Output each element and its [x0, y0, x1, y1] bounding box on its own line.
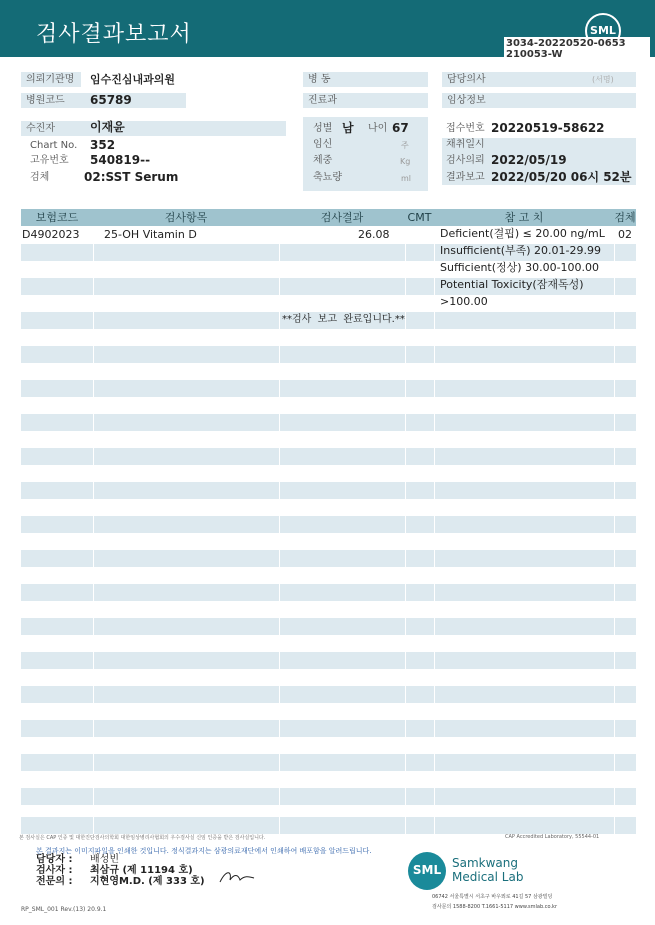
- report-title: 검사결과보고서: [36, 22, 192, 47]
- receipt-label: 접수번호: [446, 123, 485, 134]
- hospital-code-value: 65789: [90, 93, 132, 107]
- specimen-value: 02:SST Serum: [84, 170, 179, 184]
- sex-label: 성별: [313, 123, 333, 134]
- table-stripe: [21, 686, 636, 703]
- table-stripe: [21, 720, 636, 737]
- institution-label: 의뢰기관명: [21, 72, 81, 87]
- header-code: 보험코드: [35, 211, 79, 224]
- age-value: 67: [392, 121, 409, 135]
- collection-label: 채취일시: [446, 139, 485, 150]
- report-label: 결과보고: [446, 172, 485, 183]
- table-stripe: [21, 788, 636, 805]
- signature-mark: [218, 868, 258, 886]
- table-stripe: [21, 448, 636, 465]
- request-value: 2022/05/19: [491, 153, 567, 167]
- report-value: 2022/05/20 06시 52분: [491, 170, 632, 184]
- lab-contact: 검사문의 1588-8200 T.1661-5117 www.smlab.co.kr: [432, 904, 557, 910]
- examiner-value: 최삼규 (제 11194 호): [90, 865, 193, 876]
- weight-unit: Kg: [400, 157, 411, 166]
- completion-message: **검사 보고 완료입니다.**: [282, 314, 405, 325]
- table-stripe: [21, 380, 636, 397]
- accreditation-note: 본 검사실은 CAP 인증 및 대한진단검사의학회 대한임상병리사협회의 우수검사실 신임 인증을 받은 검사실입니다.: [19, 835, 266, 841]
- table-stripe: [21, 618, 636, 635]
- reference-line: Insufficient(부족) 20.01-29.99: [440, 244, 601, 257]
- urine-unit: ml: [401, 174, 412, 183]
- results-table-header: [21, 209, 636, 226]
- doctor-label: 담당의사: [442, 72, 636, 87]
- cap-note: CAP Accredited Laboratory, 55544-01: [505, 834, 600, 840]
- reporter-value: 배성빈: [90, 854, 119, 865]
- row-specimen: 02: [618, 228, 632, 241]
- ward-label: 병 동: [303, 72, 428, 87]
- table-stripe: [21, 414, 636, 431]
- pregnancy-label: 임신: [313, 139, 333, 150]
- column-divider: [434, 226, 435, 834]
- header-cmt: CMT: [407, 211, 432, 224]
- reference-line: >100.00: [440, 295, 488, 308]
- reference-line: Sufficient(정상) 30.00-100.00: [440, 261, 600, 274]
- table-stripe: [21, 584, 636, 601]
- column-divider: [279, 226, 280, 834]
- chart-label: Chart No.: [30, 140, 78, 151]
- weight-label: 체중: [313, 155, 333, 166]
- pregnancy-unit: 주: [401, 141, 409, 150]
- samkwang-logo: SML: [408, 852, 446, 890]
- row-code: D4902023: [22, 228, 80, 241]
- table-stripe: [21, 346, 636, 363]
- doctor-signature-placeholder: (서명): [592, 75, 614, 84]
- unique-label: 고유번호: [30, 155, 69, 166]
- table-stripe: [21, 516, 636, 533]
- table-stripe: [21, 550, 636, 567]
- chart-value: 352: [90, 138, 116, 152]
- receipt-value: 20220519-58622: [491, 121, 605, 135]
- patient-value: 이재윤: [90, 120, 125, 134]
- specimen-label: 검체: [30, 172, 50, 183]
- department-label: 진료과: [303, 93, 428, 108]
- row-result: 26.08: [358, 228, 390, 241]
- column-divider: [405, 226, 406, 834]
- table-stripe: [21, 754, 636, 771]
- header-item: 검사항목: [164, 211, 208, 224]
- document-id: 3034-20220520-0653 210053-W: [504, 37, 650, 60]
- patient-label: 수진자: [21, 121, 286, 136]
- reference-line: Potential Toxicity(잠재독성): [440, 278, 584, 291]
- age-label: 나이: [368, 123, 388, 134]
- form-version: RP_SML_001 Rev.(13) 20.9.1: [21, 906, 107, 913]
- column-divider: [93, 226, 94, 834]
- column-divider: [614, 226, 615, 834]
- institution-value: 임수진심내과의원: [90, 73, 176, 86]
- urine-label: 축뇨량: [313, 172, 342, 183]
- sex-value: 남: [342, 121, 354, 135]
- header-result: 검사결과: [320, 211, 364, 224]
- lab-name: Samkwang Medical Lab: [452, 856, 524, 884]
- request-label: 검사의뢰: [446, 155, 485, 166]
- examiner-label: 검사자 :: [36, 865, 73, 876]
- hospital-code-label: 병원코드: [21, 93, 186, 108]
- unique-value: 540819--: [90, 153, 151, 167]
- table-stripe: [21, 817, 636, 834]
- clinical-info-label: 임상정보: [442, 93, 636, 108]
- reference-line: Deficient(결핍) ≤ 20.00 ng/mL: [440, 227, 605, 240]
- lab-address: 06742 서울특별시 서초구 바우뫼로 41길 57 삼광빌딩: [432, 894, 553, 900]
- image-notice: 본 결과지는 이미지파일을 인쇄한 것입니다. 정식결과지는 삼광의료재단에서 인쇄하여 배포함을 알려드립니다.: [36, 847, 372, 855]
- specialist-value: 지현영M.D. (제 333 호): [90, 876, 205, 887]
- header-specimen: 검체: [614, 211, 636, 224]
- table-stripe: [21, 482, 636, 499]
- row-item: 25-OH Vitamin D: [104, 228, 197, 241]
- reporter-label: 담당자 :: [36, 854, 73, 865]
- sml-logo: SML: [585, 13, 621, 49]
- table-stripe: [21, 652, 636, 669]
- specialist-label: 전문의 :: [36, 876, 73, 887]
- header-reference: 참 고 치: [504, 211, 544, 224]
